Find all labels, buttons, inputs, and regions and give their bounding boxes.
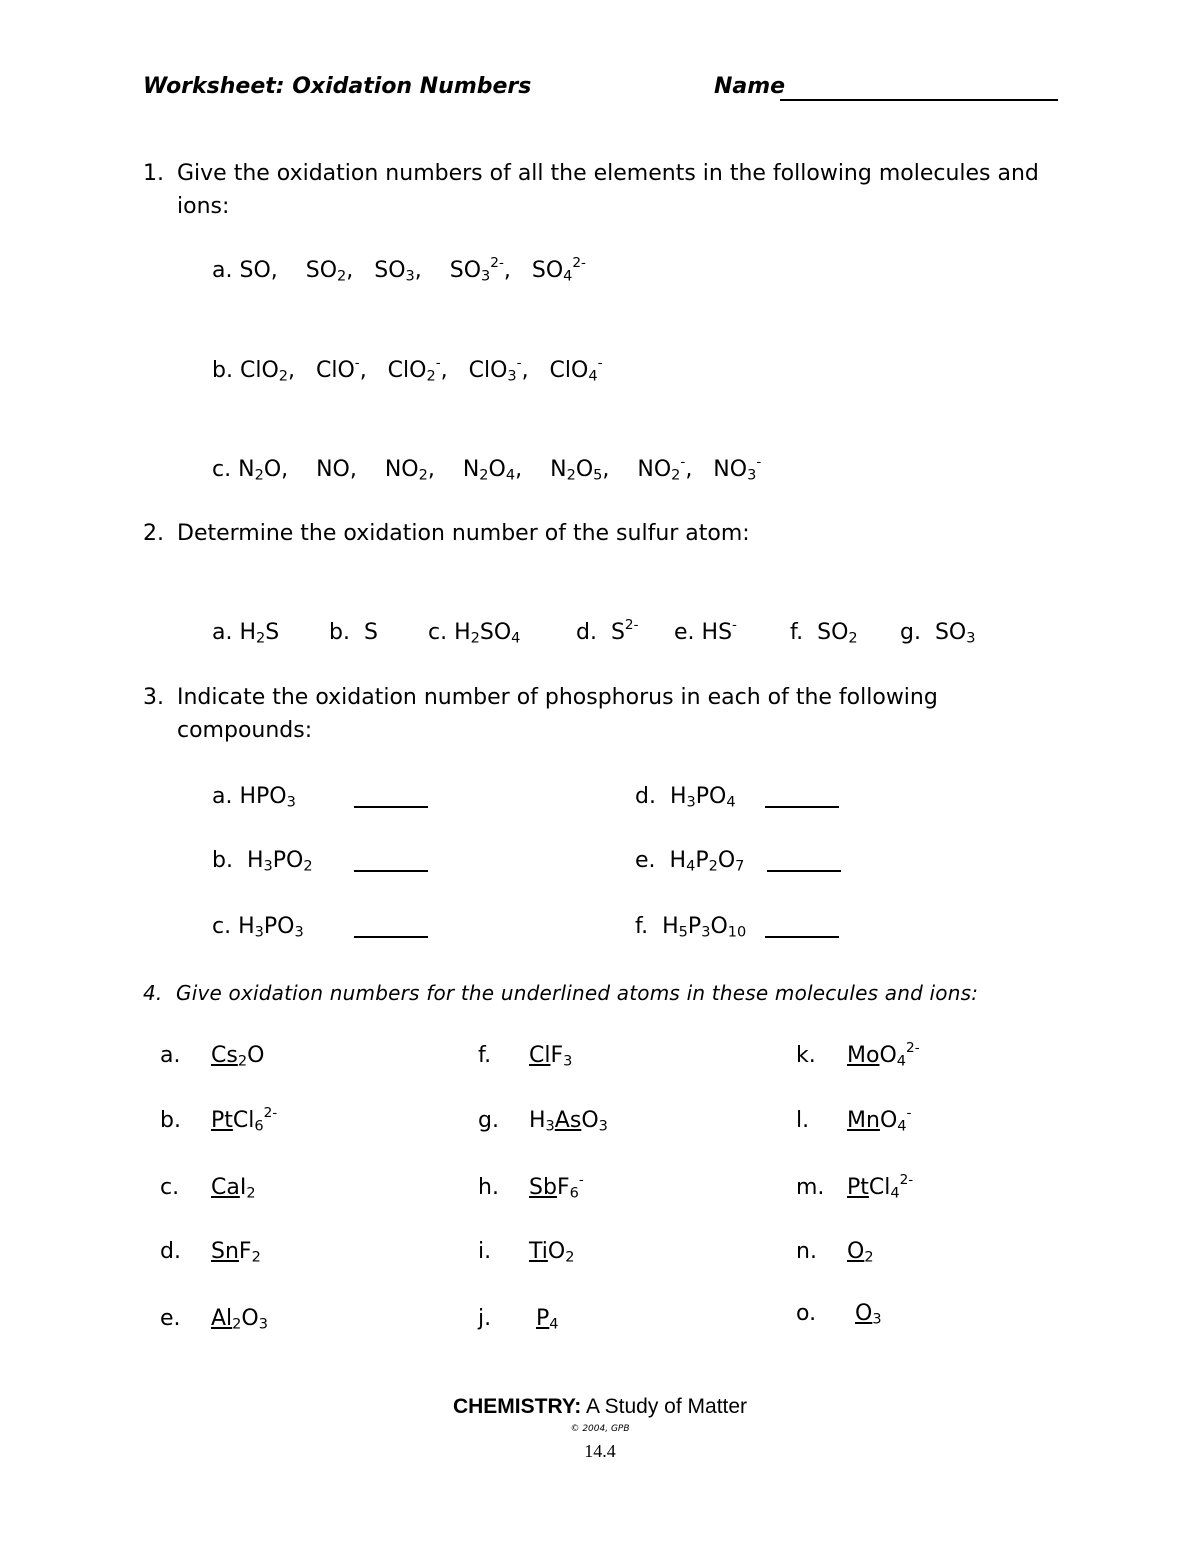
q2-e: e. HS-: [674, 616, 737, 645]
q3-e: e. $H_4P_2O_7$: [635, 848, 745, 875]
answer-blank[interactable]: [354, 852, 428, 876]
q4-n-formula: $O_2$: [847, 1239, 874, 1266]
worksheet-title: Worksheet: Oxidation Numbers: [143, 74, 532, 99]
q3-number: 3.: [143, 685, 164, 710]
q4-b-formula: PtCl$_6^{2-}$: [211, 1104, 278, 1135]
q3-text-line2: compounds:: [177, 718, 313, 743]
q4-m-formula: PtCl$_4^{2-}$: [847, 1171, 914, 1202]
q4-text: Give oxidation numbers for the underlined atoms in these molecules and ions:: [176, 981, 979, 1005]
footer-book-title: CHEMISTRY: A Study of Matter: [452, 1395, 748, 1418]
answer-blank[interactable]: [765, 788, 839, 812]
answer-blank[interactable]: [354, 788, 428, 812]
q2-c: c. $H_2SO_4$: [428, 620, 521, 647]
q2-text: Determine the oxidation number of the sulfur atom:: [177, 521, 750, 546]
q4-o-label: o.: [796, 1301, 817, 1326]
name-label: Name: [714, 74, 786, 99]
q1-number: 1.: [143, 161, 164, 186]
q2-f: f. $SO_2$: [790, 620, 858, 647]
q4-number: 4.: [143, 981, 163, 1005]
page-number: 14.4: [584, 1441, 616, 1461]
q3-f: f. $H_5P_3O_{10}$: [635, 914, 747, 941]
q4-a-formula: $Cs_2O$: [211, 1043, 265, 1070]
q2-d: d. $S^{2-}$: [576, 616, 639, 645]
formula-no: $N_2O$, NO, $NO_2$, $N_2O_4$, $N_2O_5$, $NO_2^-$, $NO_3^-$: [238, 453, 762, 484]
q4-k-label: k.: [796, 1043, 816, 1068]
answer-blank[interactable]: [767, 852, 841, 876]
q4-d-label: d.: [160, 1239, 181, 1264]
q4-a-label: a.: [160, 1043, 181, 1068]
answer-blank[interactable]: [765, 918, 839, 942]
q4-c-formula: CaI$_2$: [211, 1175, 256, 1202]
q1c-row: [212, 453, 762, 484]
q1a-label: a.: [212, 258, 233, 283]
footer-copyright: © 2004, GPB: [570, 1424, 630, 1434]
q4-e-formula: $Al_2O_3$: [211, 1306, 268, 1333]
q1b-row: [212, 354, 603, 385]
q4-h-formula: SbF$_6$-: [529, 1171, 584, 1202]
q1a-row: [212, 254, 586, 285]
q4-f-label: f.: [478, 1043, 492, 1068]
q4-c-label: c.: [160, 1175, 180, 1200]
q4-l-formula: MnO$_4$-: [847, 1104, 912, 1135]
q4-g-formula: $H_3AsO_3$: [529, 1108, 608, 1135]
q4-i-formula: TiO$_2$: [529, 1239, 575, 1266]
q1-text-line2: ions:: [177, 194, 230, 219]
q3-c: c. $H_3PO_3$: [212, 914, 304, 941]
formula-clo: ClO$_2$, ClO-, ClO$_2$-, ClO$_3$-, ClO$_4$-: [239, 354, 603, 385]
q3-d: d. $H_3PO_4$: [635, 784, 736, 811]
q1c-label: c.: [212, 457, 232, 482]
q4-j-label: j.: [478, 1306, 492, 1331]
q4-f-formula: ClF$_3$: [529, 1043, 573, 1070]
q4-e-label: e.: [160, 1306, 181, 1331]
q4-b-label: b.: [160, 1108, 181, 1133]
q4-j-formula: $P_4$: [536, 1306, 559, 1333]
q2-a: a. $H_2S$: [212, 620, 280, 647]
q4-d-formula: SnF$_2$: [211, 1239, 261, 1266]
q4-n-label: n.: [796, 1239, 817, 1264]
formula-so: SO, $SO_2$, $SO_3$, $SO_3^{2-}$, $SO_4^{2-}$: [239, 254, 586, 285]
q4-k-formula: MoO$_4^{2-}$: [847, 1039, 920, 1070]
q2-g: g. $SO_3$: [900, 620, 976, 647]
q1b-label: b.: [212, 358, 233, 383]
q3-text-line1: Indicate the oxidation number of phosphorus in each of the following: [177, 685, 938, 710]
q2-b: b. S: [329, 620, 378, 645]
name-field-line[interactable]: [780, 99, 1058, 101]
q2-number: 2.: [143, 521, 164, 546]
q3-a: a. $HPO_3$: [212, 784, 296, 811]
q1-text-line1: Give the oxidation numbers of all the elements in the following molecules and: [177, 161, 1039, 186]
q4-h-label: h.: [478, 1175, 499, 1200]
q4-l-label: l.: [796, 1108, 810, 1133]
q4-m-label: m.: [796, 1175, 825, 1200]
answer-blank[interactable]: [354, 918, 428, 942]
q4-i-label: i.: [478, 1239, 492, 1264]
q4-o-formula: $O_3$: [855, 1301, 882, 1328]
q3-b: b. $H_3PO_2$: [212, 848, 313, 875]
q4-g-label: g.: [478, 1108, 499, 1133]
